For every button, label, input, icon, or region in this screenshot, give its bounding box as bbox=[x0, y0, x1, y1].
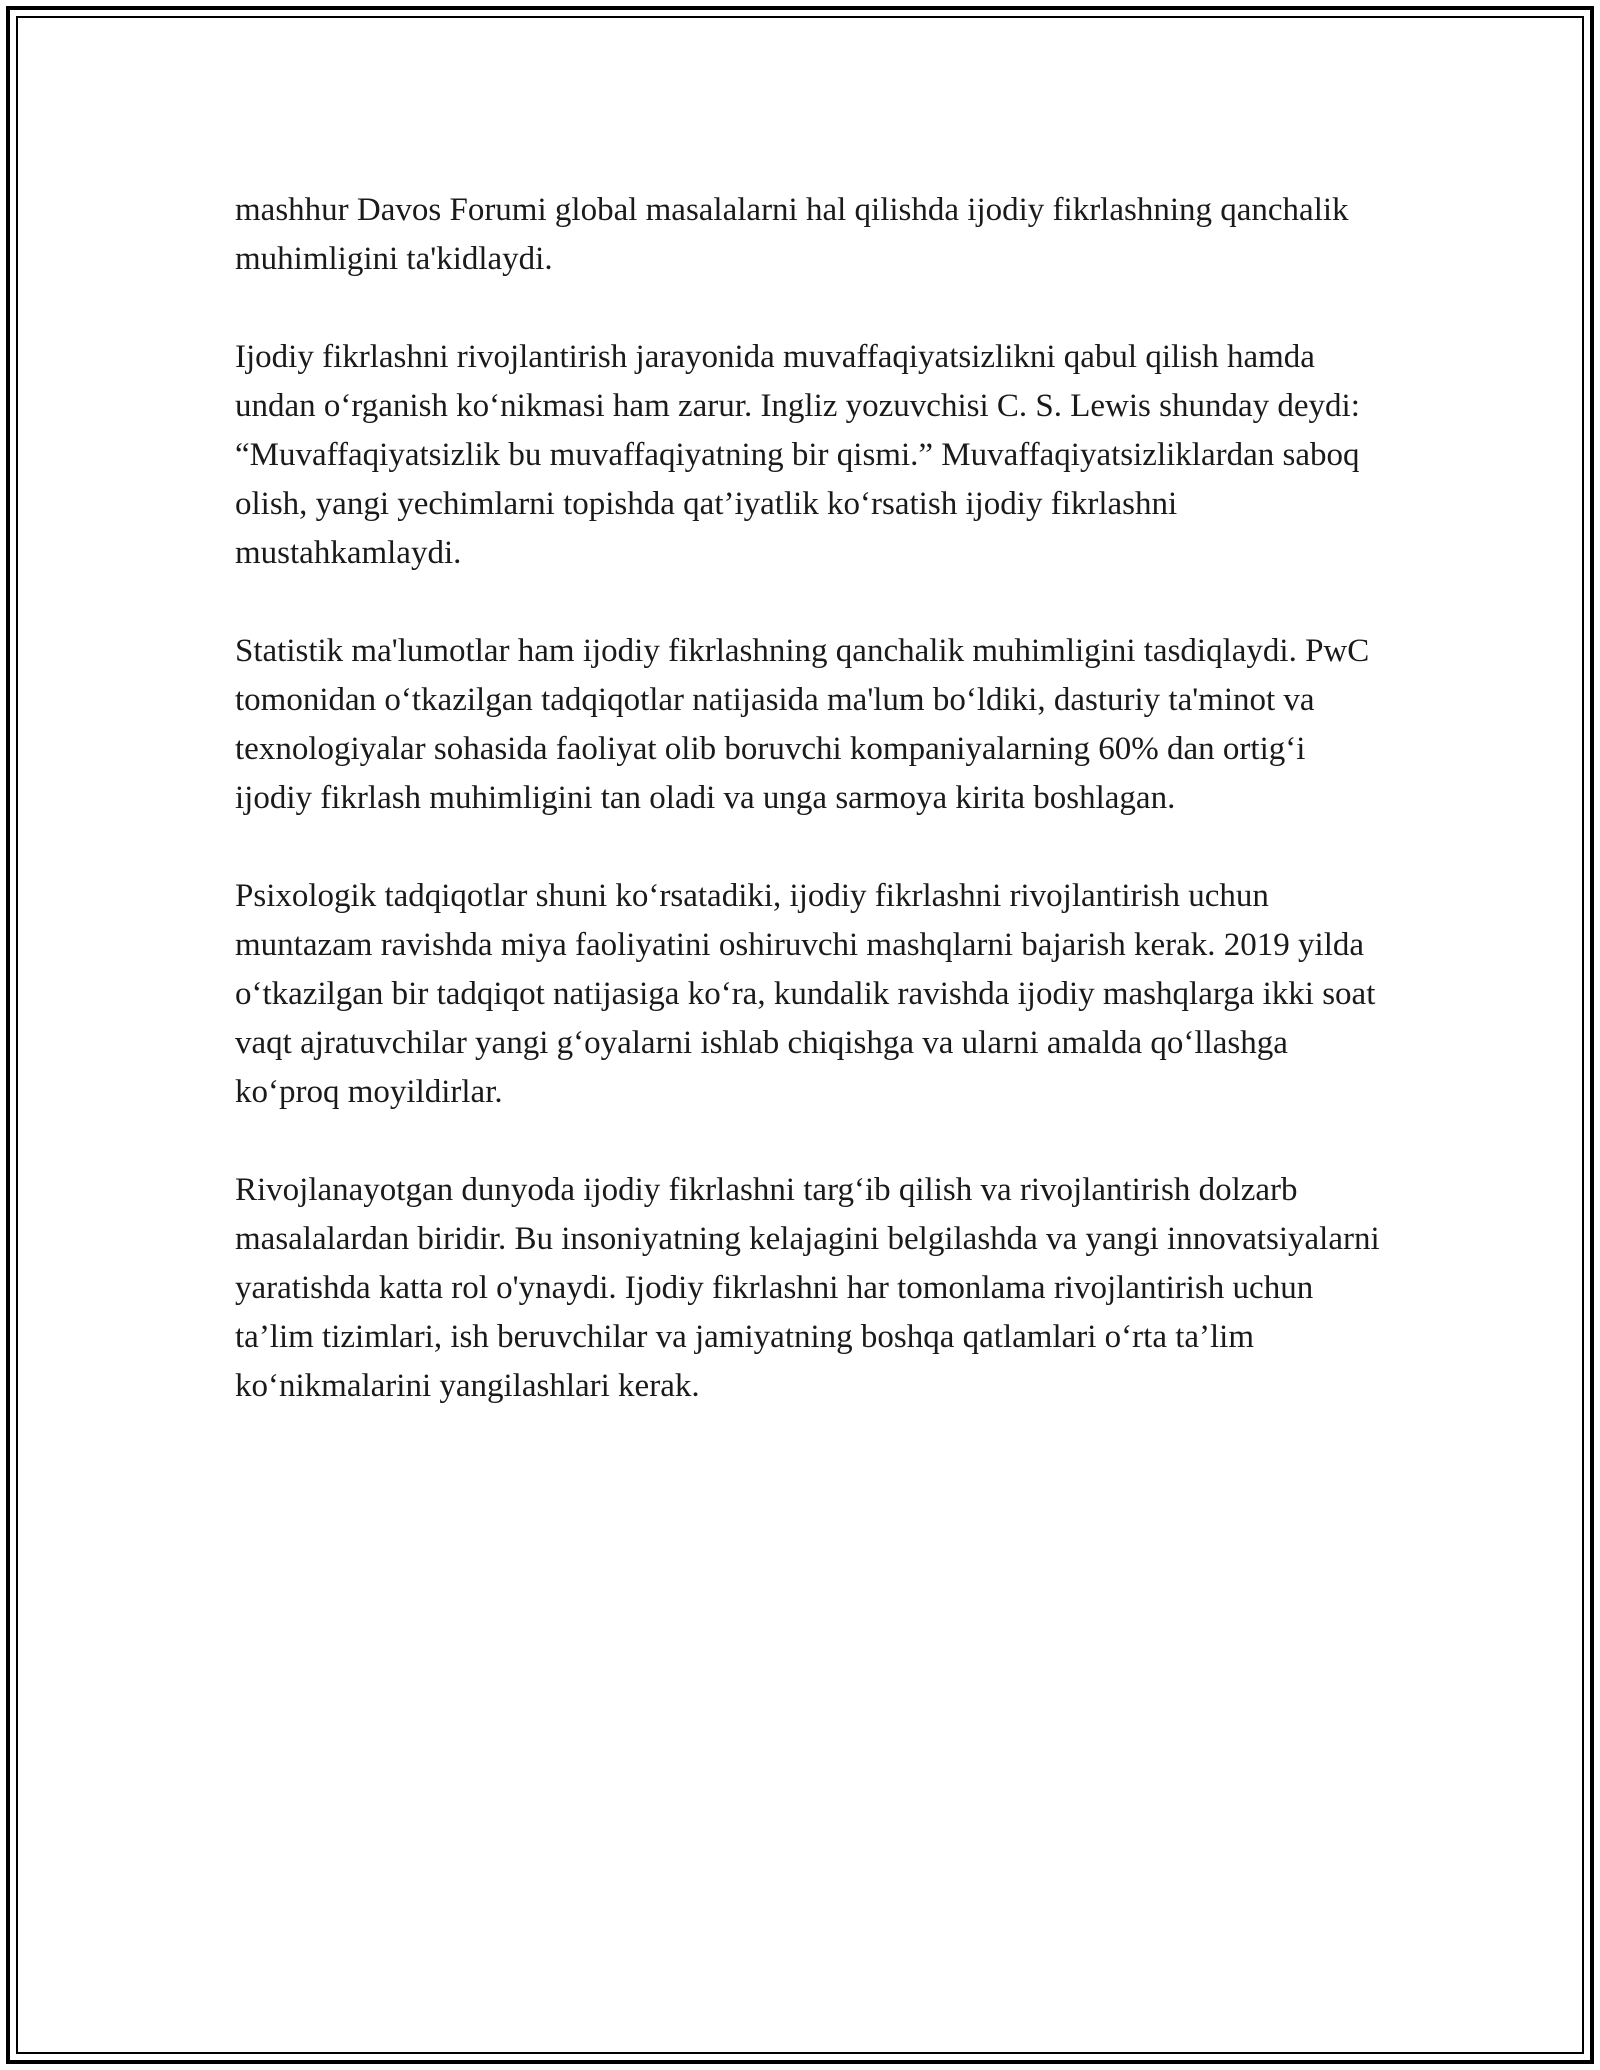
paragraph-failure-learning: Ijodiy fikrlashni rivojlantirish jarayonida muvaffaqiyatsizlikni qabul qilish hamda undan o‘rganish ko‘nikmasi ham zarur. Ingliz yozuvchisi C. S. Lewis shunday deydi: “Muvaffaqiyatsizlik bu muvaffaqiyatning bir qismi.” Muvaffaqiyatsizliklardan saboq olish, yangi yechimlarni topishda qat’iyatlik ko‘rsatish ijodiy fikrlashni mustahkamlaydi. bbox=[235, 339, 1360, 571]
paragraph-davos-forum: mashhur Davos Forumi global masalalarni hal qilishda ijodiy fikrlashning qanchalik muhimligini ta'kidlaydi. bbox=[235, 192, 1349, 277]
paragraph-psychological-research: Psixologik tadqiqotlar shuni ko‘rsatadiki, ijodiy fikrlashni rivojlantirish uchun muntazam ravishda miya faoliyatini oshiruvchi mashqlarni bajarish kerak. 2019 yilda o‘tkazilgan bir tadqiqot natijasiga ko‘ra, kundalik ravishda ijodiy mashqlarga ikki soat vaqt ajratuvchilar yangi g‘oyalarni ishlab chiqishga va ularni amalda qo‘llashga ko‘proq moyildirlar. bbox=[235, 878, 1376, 1110]
document-body bbox=[235, 186, 1385, 1411]
paragraph-statistics: Statistik ma'lumotlar ham ijodiy fikrlashning qanchalik muhimligini tasdiqlaydi. PwC tomonidan o‘tkazilgan tadqiqotlar natijasida ma'lum bo‘ldiki, dasturiy ta'minot va texnologiyalar sohasida faoliyat olib boruvchi kompaniyalarning 60% dan ortig‘i ijodiy fikrlash muhimligini tan oladi va unga sarmoya kirita boshlagan. bbox=[235, 633, 1370, 816]
paragraph-developing-world: Rivojlanayotgan dunyoda ijodiy fikrlashni targ‘ib qilish va rivojlantirish dolzarb masalalardan biridir. Bu insoniyatning kelajagini belgilashda va yangi innovatsiyalarni yaratishda katta rol o'ynaydi. Ijodiy fikrlashni har tomonlama rivojlantirish uchun ta’lim tizimlari, ish beruvchilar va jamiyatning boshqa qatlamlari o‘rta ta’lim ko‘nikmalarini yangilashlari kerak. bbox=[235, 1172, 1380, 1404]
